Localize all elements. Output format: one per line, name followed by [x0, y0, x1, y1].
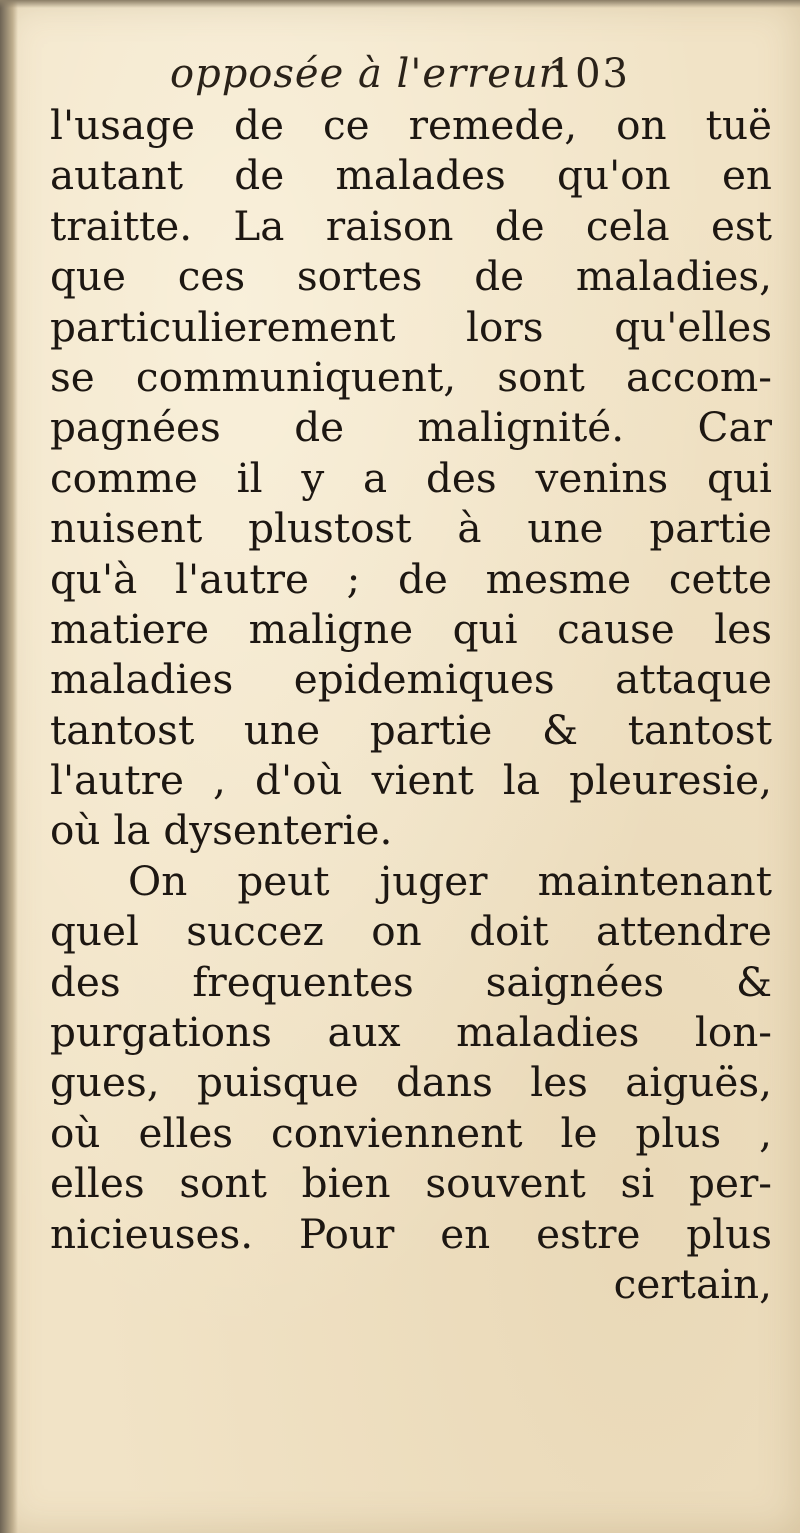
- text-line: autant de malades qu'on en: [50, 151, 772, 200]
- page-number: 103: [547, 51, 630, 97]
- text-line: particulierement lors qu'elles: [50, 302, 772, 351]
- page-top-edge: [0, 0, 800, 8]
- text-line: traitte. La raison de cela est: [50, 201, 772, 250]
- text-line: quel succez on doit attendre: [50, 907, 772, 956]
- text-line: elles sont bien souvent si per-: [50, 1159, 772, 1208]
- text-line: gues, puisque dans les aiguës,: [50, 1058, 772, 1107]
- paragraph-start-line: On peut juger maintenant: [128, 856, 772, 905]
- text-line: pagnées de malignité. Car: [50, 403, 772, 452]
- text-line: matiere maligne qui cause les: [50, 604, 772, 653]
- text-line: maladies epidemiques attaque: [50, 655, 772, 704]
- page-gutter-shadow: [0, 0, 18, 1533]
- text-line: comme il y a des venins qui: [50, 453, 772, 502]
- running-head-title: opposée à l'erreur.: [170, 51, 569, 97]
- text-line: des frequentes saignées &: [50, 957, 772, 1006]
- body-text: [50, 100, 772, 1309]
- text-line: qu'à l'autre ; de mesme cette: [50, 554, 772, 603]
- paragraph-end-line: où la dysenterie.: [50, 806, 393, 855]
- text-line: nicieuses. Pour en estre plus: [50, 1209, 772, 1258]
- running-head: [170, 48, 630, 100]
- catchword: certain,: [613, 1259, 772, 1308]
- text-line: nuisent plustost à une partie: [50, 504, 772, 553]
- text-line: tantost une partie & tantost: [50, 705, 772, 754]
- text-line: où elles conviennent le plus ,: [50, 1108, 772, 1157]
- text-line: purgations aux maladies lon-: [50, 1008, 772, 1057]
- text-line: que ces sortes de maladies,: [50, 252, 772, 301]
- text-line: l'usage de ce remede, on tuë: [50, 101, 772, 149]
- text-line: l'autre , d'où vient la pleuresie,: [50, 756, 772, 805]
- text-line: se communiquent, sont accom-: [50, 352, 772, 401]
